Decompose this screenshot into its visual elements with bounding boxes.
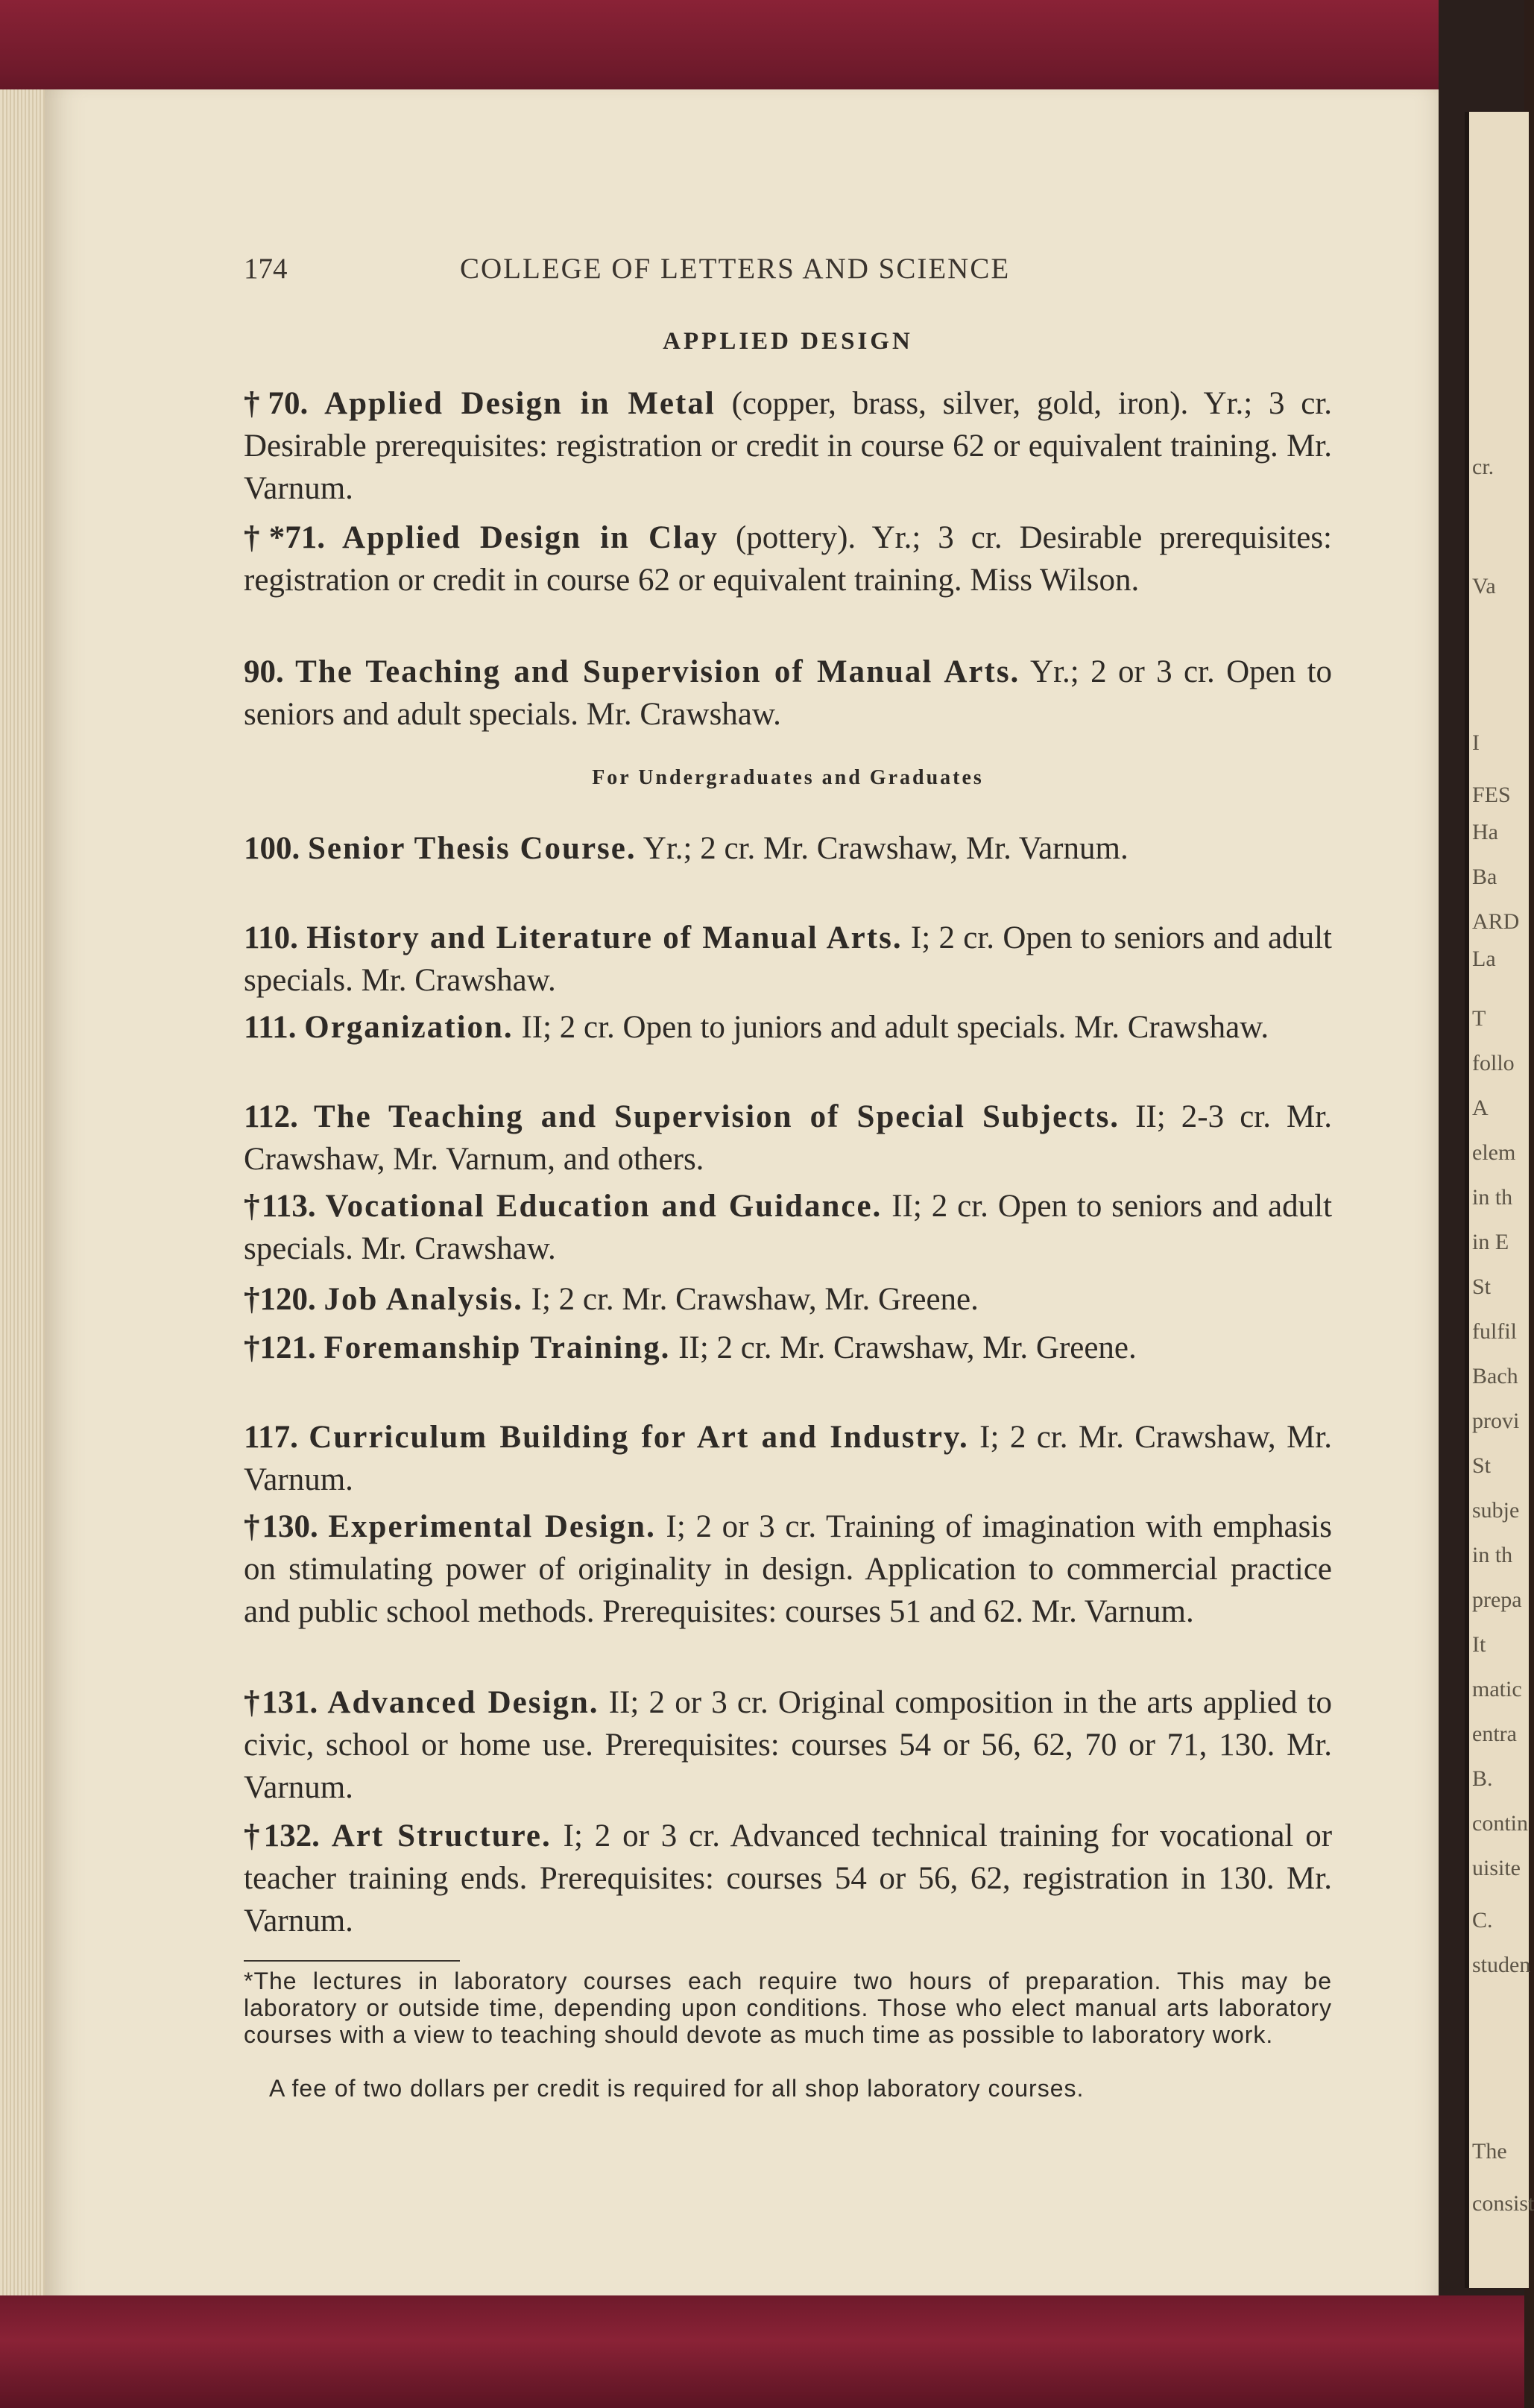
adjacent-fragment: B. bbox=[1472, 1766, 1493, 1791]
course-mark: † bbox=[244, 1189, 262, 1224]
course-mark: † bbox=[244, 1509, 262, 1544]
course-title: Curriculum Building for Art and Industry. bbox=[309, 1420, 969, 1455]
adjacent-fragment: elem bbox=[1472, 1140, 1516, 1165]
page-number: 174 bbox=[244, 253, 288, 285]
course-number: 71. bbox=[285, 520, 326, 555]
adjacent-fragment: St bbox=[1472, 1453, 1492, 1478]
adjacent-fragment: matic bbox=[1472, 1677, 1522, 1701]
course-title: History and Literature of Manual Arts. bbox=[306, 920, 903, 955]
course-description: (pottery). Yr.; 3 cr. Desirable prerequisites: registration or credit in course 62 or equivalent training. Miss Wilson. bbox=[244, 520, 1333, 598]
course-entry bbox=[244, 1278, 1332, 1321]
course-description: I; 2 cr. Mr. Crawshaw, Mr. Varnum. bbox=[244, 1420, 1332, 1497]
course-title: Applied Design in Metal bbox=[324, 386, 716, 421]
adjacent-fragment: in th bbox=[1472, 1185, 1513, 1210]
course-entry bbox=[244, 1681, 1332, 1809]
course-entry bbox=[244, 1185, 1332, 1270]
course-description: II; 2 or 3 cr. Original composition in the arts applied to civic, school or home use. Prerequisites: courses 54 or 56, 62, 70 or 71, 130. Mr. Varnum. bbox=[244, 1685, 1333, 1805]
course-mark: † bbox=[244, 1685, 262, 1720]
book-binding-bottom bbox=[0, 2295, 1524, 2408]
section-heading-applied-design: APPLIED DESIGN bbox=[663, 328, 913, 355]
course-description: II; 2-3 cr. Mr. Crawshaw, Mr. Varnum, and others. bbox=[244, 1099, 1332, 1177]
course-description: I; 2 cr. Mr. Crawshaw, Mr. Greene. bbox=[523, 1282, 979, 1317]
course-title: The Teaching and Supervision of Manual Arts. bbox=[295, 654, 1020, 689]
adjacent-fragment: A bbox=[1472, 1096, 1489, 1120]
adjacent-page-edge bbox=[1465, 112, 1534, 2288]
course-entry bbox=[244, 917, 1332, 1002]
course-entry bbox=[244, 1096, 1332, 1181]
course-mark: † bbox=[244, 386, 268, 421]
course-title: Experimental Design. bbox=[328, 1509, 656, 1544]
course-title: Job Analysis. bbox=[323, 1282, 523, 1317]
course-entry bbox=[244, 827, 1332, 870]
course-title: Art Structure. bbox=[331, 1818, 552, 1854]
adjacent-fragment: in th bbox=[1472, 1543, 1513, 1567]
adjacent-fragment: La bbox=[1472, 947, 1496, 971]
adjacent-fragment: consist bbox=[1472, 2191, 1534, 2216]
adjacent-fragment: provi bbox=[1472, 1409, 1520, 1433]
course-number: 117. bbox=[244, 1420, 298, 1455]
course-entry bbox=[244, 1505, 1332, 1633]
footnote-lab: *The lectures in laboratory courses each require two hours of preparation. This may be laboratory or outside time, depending upon conditions. Those who elect manual arts laboratory courses with a view to teaching should devote as much time as possible to laboratory work. bbox=[244, 1968, 1332, 2048]
adjacent-fragment: Ba bbox=[1472, 865, 1497, 889]
adjacent-fragment: T bbox=[1472, 1006, 1486, 1031]
adjacent-fragment: prepa bbox=[1472, 1587, 1522, 1612]
course-mark: † bbox=[244, 1330, 260, 1365]
running-head-title: COLLEGE OF LETTERS AND SCIENCE bbox=[460, 253, 1011, 285]
adjacent-fragment: contin bbox=[1472, 1811, 1528, 1836]
course-number: 111. bbox=[244, 1010, 297, 1045]
course-number: 121. bbox=[259, 1330, 316, 1365]
footnote-rule bbox=[244, 1960, 460, 1962]
course-title: Vocational Education and Guidance. bbox=[325, 1189, 883, 1224]
adjacent-fragment: The bbox=[1472, 2139, 1507, 2164]
running-head bbox=[244, 252, 1332, 289]
course-entry bbox=[244, 1006, 1332, 1049]
course-description: II; 2 cr. Open to juniors and adult specials. Mr. Crawshaw. bbox=[513, 1010, 1269, 1045]
adjacent-fragment: ARD bbox=[1472, 909, 1520, 934]
adjacent-fragment: St bbox=[1472, 1274, 1492, 1299]
course-number: 110. bbox=[244, 920, 298, 955]
course-entry bbox=[244, 1815, 1332, 1942]
adjacent-fragment: Va bbox=[1472, 574, 1496, 598]
course-number: 130. bbox=[262, 1509, 318, 1544]
course-entry bbox=[244, 651, 1332, 736]
adjacent-fragment: subje bbox=[1472, 1498, 1520, 1523]
course-number: 131. bbox=[261, 1685, 318, 1720]
course-description: II; 2 cr. Mr. Crawshaw, Mr. Greene. bbox=[670, 1330, 1137, 1365]
course-title: Foremanship Training. bbox=[323, 1330, 671, 1365]
course-description: II; 2 cr. Open to seniors and adult specials. Mr. Crawshaw. bbox=[244, 1189, 1333, 1266]
section-heading-undergrad-grad: For Undergraduates and Graduates bbox=[592, 766, 984, 789]
course-number: 100. bbox=[244, 831, 300, 866]
course-description: I; 2 cr. Open to seniors and adult specials. Mr. Crawshaw. bbox=[244, 920, 1333, 998]
course-description: Yr.; 2 or 3 cr. Open to seniors and adult specials. Mr. Crawshaw. bbox=[244, 654, 1333, 732]
course-description: I; 2 or 3 cr. Advanced technical training for vocational or teacher training ends. Prerequisites: courses 54 or 56, 62, registration in 130. Mr. Varnum. bbox=[244, 1818, 1333, 1938]
course-mark: † bbox=[244, 1818, 264, 1854]
adjacent-fragment: I bbox=[1472, 730, 1480, 755]
course-number: 132. bbox=[263, 1818, 320, 1854]
course-description: (copper, brass, silver, gold, iron). Yr.; 3 cr. Desirable prerequisites: registration or credit in course 62 or equivalent training. Mr. Varnum. bbox=[244, 386, 1333, 506]
book-binding-top bbox=[0, 0, 1524, 104]
adjacent-fragment: uisite bbox=[1472, 1856, 1521, 1880]
course-entry bbox=[244, 382, 1332, 510]
adjacent-fragment: entra bbox=[1472, 1722, 1517, 1746]
course-number: 90. bbox=[244, 654, 284, 689]
adjacent-fragment: C. bbox=[1472, 1908, 1493, 1933]
adjacent-fragment: cr. bbox=[1472, 455, 1494, 479]
adjacent-fragment: FES bbox=[1472, 783, 1511, 807]
adjacent-fragment: studen bbox=[1472, 1953, 1531, 1977]
course-entry bbox=[244, 1416, 1332, 1501]
adjacent-fragment: It bbox=[1472, 1632, 1486, 1657]
adjacent-fragment: fulfil bbox=[1472, 1319, 1517, 1344]
adjacent-fragment: follo bbox=[1472, 1051, 1515, 1075]
course-title: Applied Design in Clay bbox=[342, 520, 719, 555]
footnote-fee: A fee of two dollars per credit is required for all shop laboratory courses. bbox=[269, 2075, 1085, 2102]
course-title: Senior Thesis Course. bbox=[308, 831, 637, 866]
course-number: 112. bbox=[244, 1099, 298, 1134]
course-title: The Teaching and Supervision of Special Subjects. bbox=[313, 1099, 1120, 1134]
course-entry bbox=[244, 1327, 1332, 1369]
adjacent-fragment: Bach bbox=[1472, 1364, 1518, 1388]
course-number: 70. bbox=[268, 386, 309, 421]
adjacent-fragment: Ha bbox=[1472, 820, 1498, 844]
course-description: I; 2 or 3 cr. Training of imagination with emphasis on stimulating power of originality in design. Application to commercial practice and public school methods. Prerequisites: courses 51 and 62. Mr. Varnum. bbox=[244, 1509, 1332, 1629]
course-title: Organization. bbox=[304, 1010, 514, 1045]
course-entry bbox=[244, 516, 1332, 601]
course-title: Advanced Design. bbox=[327, 1685, 599, 1720]
course-description: Yr.; 2 cr. Mr. Crawshaw, Mr. Varnum. bbox=[636, 831, 1129, 866]
adjacent-fragment: in E bbox=[1472, 1230, 1509, 1254]
course-number: 113. bbox=[261, 1189, 316, 1224]
course-mark: †* bbox=[244, 520, 285, 555]
course-mark: † bbox=[244, 1282, 260, 1317]
course-number: 120. bbox=[259, 1282, 316, 1317]
